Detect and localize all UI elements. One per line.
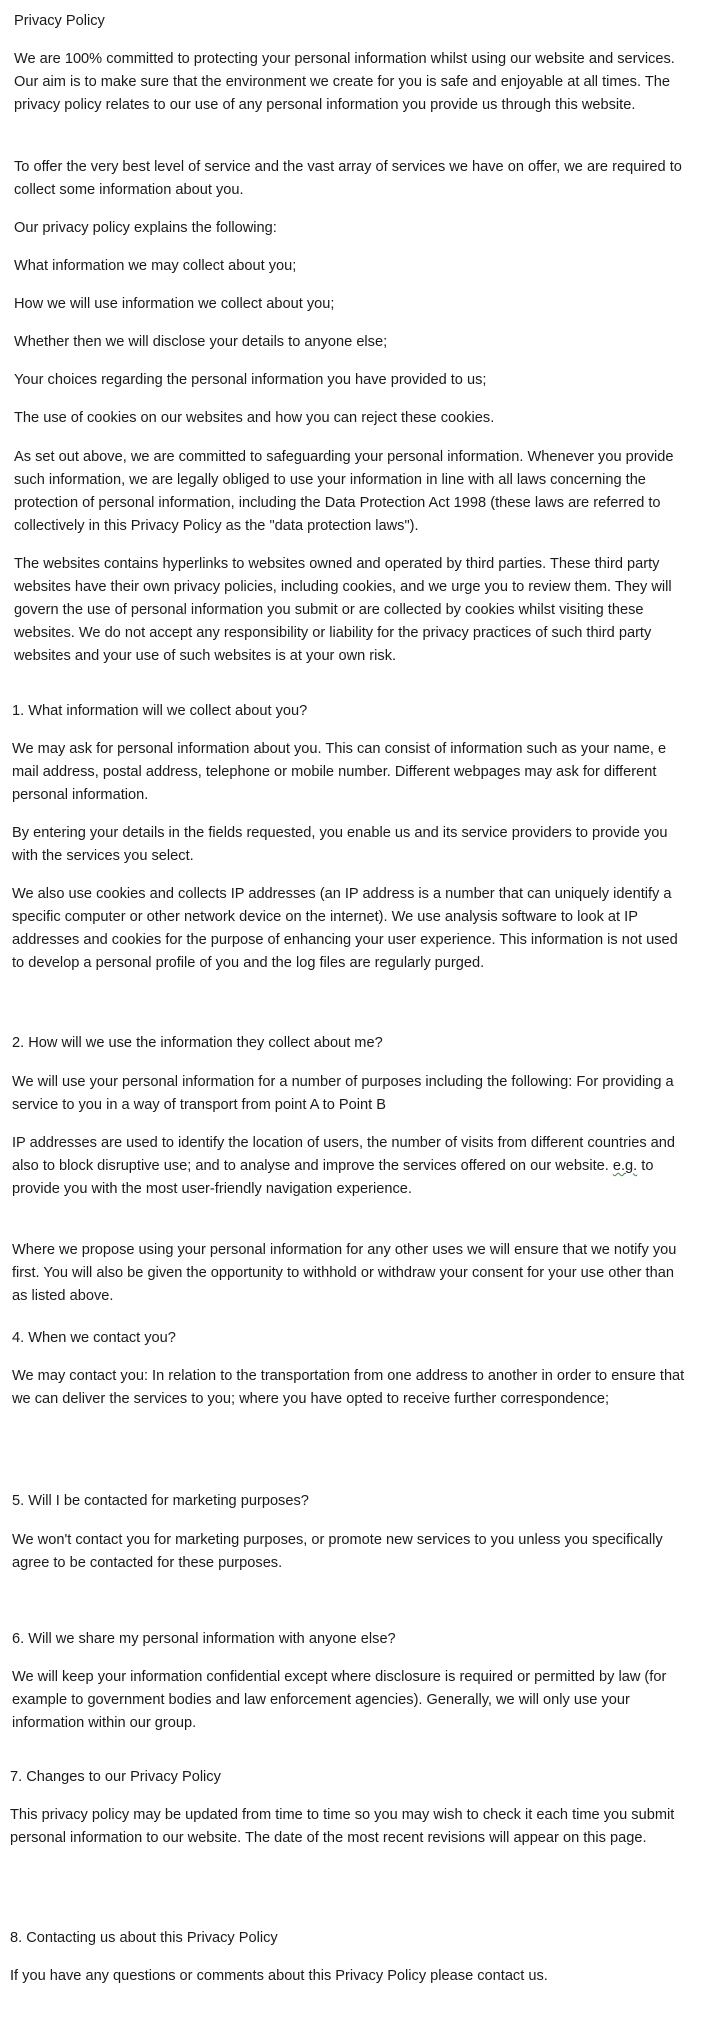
section-8-heading: 8. Contacting us about this Privacy Policy: [10, 1930, 278, 1946]
section-7-paragraph-1: This privacy policy may be updated from time to time so you may wish to check it each time you submit personal information to our website. The date of the most recent revisions will appear on this page.: [10, 1807, 675, 1846]
protection-paragraph: As set out above, we are committed to safeguarding your personal information. Whenever you provide such information, we are legally obliged to use your information in line with all laws concerning the protection of personal information, including the Data Protection Act 1998 (these laws are referred to collectively in this Privacy Policy as the "data protection laws").: [14, 449, 674, 534]
explains-item-3: Whether then we will disclose your details to anyone else;: [14, 334, 388, 350]
section-1-paragraph-3: We also use cookies and collects IP addresses (an IP address is a number that can uniquely identify a specific computer or other network device on the internet). We use analysis software to look at IP addresses and cookies for the purpose of enhancing your user experience. This information is not used to develop a personal profile of you and the log files are regularly purged.: [12, 886, 678, 971]
page-title: Privacy Policy: [14, 13, 105, 29]
explains-item-4: Your choices regarding the personal information you have provided to us;: [14, 372, 487, 388]
explains-item-2: How we will use information we collect about you;: [14, 296, 335, 312]
intro-paragraph-1: We are 100% committed to protecting your personal information whilst using our website and services. Our aim is to make sure that the environment we create for you is safe and enjoyable at all times. The privacy policy relates to our use of any personal information you provide us through this website.: [14, 51, 675, 113]
eg-label: e.g.: [612, 1158, 638, 1174]
section-6-heading: 6. Will we share my personal information with anyone else?: [12, 1631, 396, 1647]
section-2-paragraph-3: Where we propose using your personal information for any other uses we will ensure that we notify you first. You will also be given the opportunity to withhold or withdraw your consent for your use other than as listed above.: [12, 1242, 677, 1304]
section-7-heading: 7. Changes to our Privacy Policy: [10, 1769, 221, 1785]
section-4-heading: 4. When we contact you?: [12, 1330, 176, 1346]
section-2-heading: 2. How will we use the information they collect about me?: [12, 1035, 383, 1051]
section-6-paragraph-1: We will keep your information confidential except where disclosure is required or permitted by law (for example to government bodies and law enforcement agencies). Generally, we will only use your information within our group.: [12, 1669, 667, 1731]
section-1-heading: 1. What information will we collect about you?: [12, 703, 308, 719]
section-5-paragraph-1: We won't contact you for marketing purposes, or promote new services to you unless you specifically agree to be contacted for these purposes.: [12, 1532, 663, 1571]
explains-item-1: What information we may collect about you;: [14, 258, 297, 274]
intro-paragraph-3: Our privacy policy explains the following:: [14, 220, 277, 236]
explains-item-5: The use of cookies on our websites and how you can reject these cookies.: [14, 410, 495, 426]
section-4-paragraph-1: We may contact you: In relation to the transportation from one address to another in order to ensure that we can deliver the services to you; where you have opted to receive further correspondence;: [12, 1368, 685, 1407]
section-1-paragraph-1: We may ask for personal information about you. This can consist of information such as your name, e mail address, postal address, telephone or mobile number. Different webpages may ask for different personal information.: [12, 741, 667, 803]
intro-paragraph-2: To offer the very best level of service and the vast array of services we have on offer, we are required to collect some information about you.: [14, 159, 682, 198]
section-2-paragraph-2: [12, 1132, 692, 1201]
section-5-heading: 5. Will I be contacted for marketing purposes?: [12, 1493, 309, 1509]
section-1-paragraph-2: By entering your details in the fields requested, you enable us and its service providers to provide you with the services you select.: [12, 825, 668, 864]
section-2-paragraph-1: We will use your personal information for a number of purposes including the following: For providing a service to you in a way of transport from point A to Point B: [12, 1074, 674, 1113]
section-2-paragraph-2-cont: to provide you with the most user-friendly navigation experience.: [12, 1158, 654, 1197]
section-8-paragraph-1: If you have any questions or comments about this Privacy Policy please contact us.: [10, 1968, 548, 1984]
third-party-paragraph: The websites contains hyperlinks to websites owned and operated by third parties. These third party websites have their own privacy policies, including cookies, and we urge you to review them. They will govern the use of personal information you submit or are collected by cookies whilst visiting these websites. We do not accept any responsibility or liability for the privacy practices of such third party websites and your use of such websites is at your own risk.: [14, 556, 672, 664]
section-2-paragraph-2-text: IP addresses are used to identify the location of users, the number of visits from different countries and also to block disruptive use; and to analyse and improve the services offered on our website.: [12, 1135, 676, 1174]
